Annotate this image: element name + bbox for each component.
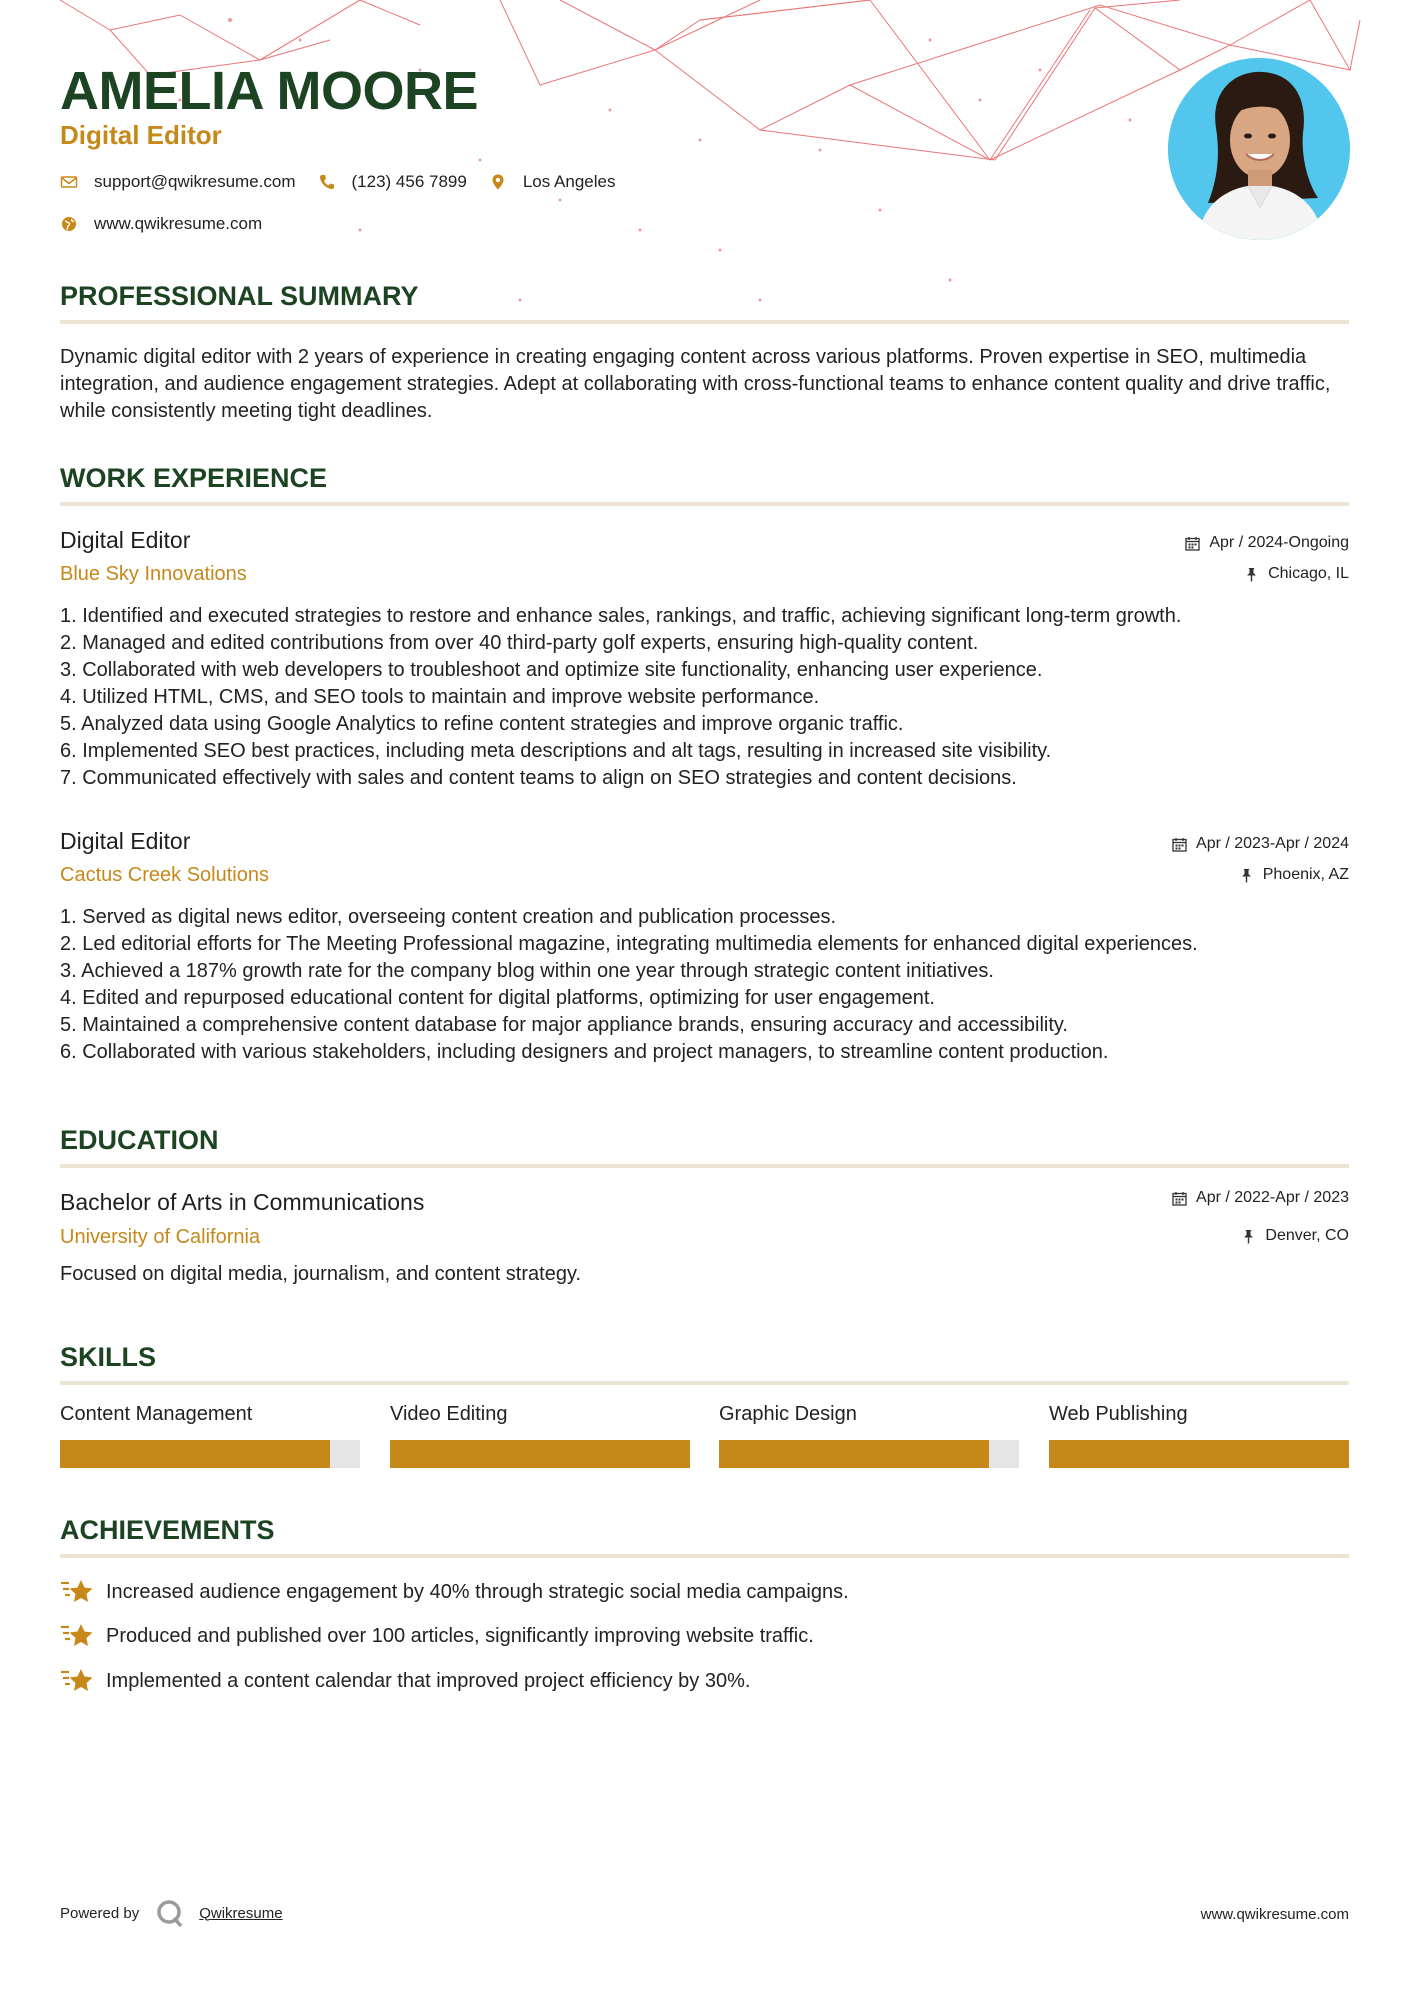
job-bullet: 3. Achieved a 187% growth rate for the company blog within one year through strategic content initiatives.: [60, 960, 994, 982]
job-bullet: 6. Collaborated with various stakeholders, including designers and project managers, to streamline content production.: [60, 1041, 1109, 1063]
calendar-icon: [1172, 837, 1187, 852]
skill-name: Video Editing: [390, 1403, 508, 1425]
star-icon: [60, 1577, 94, 1607]
contact-row-website: [60, 214, 284, 234]
school-name: University of California: [60, 1226, 261, 1248]
achievement-text: Implemented a content calendar that improved project efficiency by 30%.: [106, 1669, 751, 1692]
job-title: Digital Editor: [60, 527, 191, 553]
job-title: Digital Editor: [60, 828, 191, 854]
skill-name: Content Management: [60, 1403, 253, 1425]
section-divider: [60, 1554, 1349, 1558]
achievement-item: [60, 1577, 849, 1607]
contact-website[interactable]: [60, 214, 262, 234]
job-dates: [1185, 534, 1349, 552]
job-bullet: 1. Identified and executed strategies to restore and enhance sales, rankings, and traffic, achieving significant long-term growth.: [60, 605, 1182, 627]
job-company: Blue Sky Innovations: [60, 563, 247, 585]
skill-item: [719, 1403, 1019, 1468]
job-location: [1239, 866, 1349, 884]
star-icon: [60, 1621, 94, 1651]
skill-bar-fill: [390, 1440, 690, 1468]
phone-icon: [318, 173, 336, 191]
section-title-skills: SKILLS: [60, 1342, 157, 1372]
location-text: Los Angeles: [522, 172, 616, 191]
job-bullet: 4. Utilized HTML, CMS, and SEO tools to maintain and improve website performance.: [60, 686, 820, 708]
skill-bar-fill: [719, 1440, 989, 1468]
achievement-text: Increased audience engagement by 40% through strategic social media campaigns.: [106, 1580, 849, 1603]
job-bullet: 2. Managed and edited contributions from over 40 third-party golf experts, ensuring high-quality content.: [60, 632, 979, 654]
calendar-icon: [1185, 536, 1200, 551]
envelope-icon: [60, 173, 78, 191]
globe-icon: [60, 215, 78, 233]
skill-name: Graphic Design: [719, 1403, 857, 1425]
section-divider: [60, 1381, 1349, 1385]
job-location-text: Phoenix, AZ: [1262, 866, 1349, 883]
pushpin-icon: [1239, 868, 1254, 883]
job-bullet: 4. Edited and repurposed educational content for digital platforms, optimizing for user engagement.: [60, 987, 935, 1009]
skill-bar: [719, 1440, 1019, 1468]
summary-text: Dynamic digital editor with 2 years of experience in creating engaging content across various platforms. Proven expertise in SEO, multimedia integration, and audience engagement strategies. Adept at collaborating with cross-functional teams to enhance content quality and drive traffic, while consistently meeting tight deadlines.: [60, 346, 1331, 422]
contact-row: [60, 172, 637, 192]
skill-bar: [390, 1440, 690, 1468]
section-title-summary: PROFESSIONAL SUMMARY: [60, 281, 419, 311]
skill-bar: [60, 1440, 360, 1468]
section-title-experience: WORK EXPERIENCE: [60, 463, 328, 493]
section-title-education: EDUCATION: [60, 1125, 219, 1155]
education-description: Focused on digital media, journalism, and content strategy.: [60, 1263, 582, 1285]
job-bullet: 5. Analyzed data using Google Analytics to refine content strategies and improve organic traffic.: [60, 713, 904, 735]
email-text: support@qwikresume.com: [94, 172, 296, 191]
education-dates-text: Apr / 2022-Apr / 2023: [1196, 1189, 1349, 1206]
job-company: Cactus Creek Solutions: [60, 864, 269, 886]
contact-email[interactable]: [60, 172, 296, 192]
job-bullet: 3. Collaborated with web developers to troubleshoot and optimize site functionality, enhancing user experience.: [60, 659, 1043, 681]
achievement-item: [60, 1621, 814, 1651]
skill-item: [1049, 1403, 1349, 1468]
degree-title: Bachelor of Arts in Communications: [60, 1189, 425, 1215]
pushpin-icon: [1241, 1229, 1256, 1244]
skill-name: Web Publishing: [1049, 1403, 1188, 1425]
candidate-title: Digital Editor: [60, 120, 222, 150]
qwikresume-logo-icon: [155, 1898, 185, 1928]
map-pin-icon: [489, 173, 507, 191]
footer-powered-by: [60, 1898, 283, 1928]
section-divider: [60, 502, 1349, 506]
calendar-icon: [1172, 1191, 1187, 1206]
powered-by-text: Powered by: [60, 1904, 140, 1922]
job-bullets: [60, 603, 1349, 792]
website-text: www.qwikresume.com: [94, 214, 263, 233]
job-location: [1244, 565, 1349, 583]
job-bullet: 2. Led editorial efforts for The Meeting Professional magazine, integrating multimedia elements for enhanced digital experiences.: [60, 933, 1198, 955]
job-bullets: [60, 904, 1349, 1066]
star-icon: [60, 1666, 94, 1696]
job-dates-text: Apr / 2024-Ongoing: [1209, 534, 1349, 551]
education-location-text: Denver, CO: [1265, 1227, 1349, 1244]
section-divider: [60, 1164, 1349, 1168]
education-location: [1241, 1227, 1349, 1245]
contact-phone[interactable]: [318, 172, 467, 192]
job-bullet: 7. Communicated effectively with sales and content teams to align on SEO strategies and content decisions.: [60, 767, 1017, 789]
phone-text: (123) 456 7899: [351, 172, 467, 191]
skill-item: [60, 1403, 360, 1468]
footer-site-link[interactable]: www.qwikresume.com: [1200, 1906, 1349, 1923]
portrait-illustration: [1168, 58, 1350, 240]
contact-location: [489, 172, 616, 192]
job-dates-text: Apr / 2023-Apr / 2024: [1196, 835, 1349, 852]
candidate-name: AMELIA MOORE: [60, 61, 478, 121]
section-title-achievements: ACHIEVEMENTS: [60, 1515, 275, 1545]
pushpin-icon: [1244, 567, 1259, 582]
job-bullet: 5. Maintained a comprehensive content database for major appliance brands, ensuring accuracy and accessibility.: [60, 1014, 1068, 1036]
job-location-text: Chicago, IL: [1268, 565, 1349, 582]
skill-bar-fill: [1049, 1440, 1349, 1468]
skill-bar: [1049, 1440, 1349, 1468]
skill-bar-fill: [60, 1440, 330, 1468]
achievement-text: Produced and published over 100 articles, significantly improving website traffic.: [106, 1624, 814, 1647]
education-dates: [1172, 1189, 1349, 1207]
section-divider: [60, 320, 1349, 324]
brand-link[interactable]: Qwikresume: [199, 1904, 283, 1922]
achievement-item: [60, 1666, 750, 1696]
skill-item: [390, 1403, 690, 1468]
job-bullet: 6. Implemented SEO best practices, including meta descriptions and alt tags, resulting in increased site visibility.: [60, 740, 1052, 762]
job-bullet: 1. Served as digital news editor, overseeing content creation and publication processes.: [60, 906, 837, 928]
profile-photo: [1168, 58, 1350, 240]
job-dates: [1172, 835, 1349, 853]
